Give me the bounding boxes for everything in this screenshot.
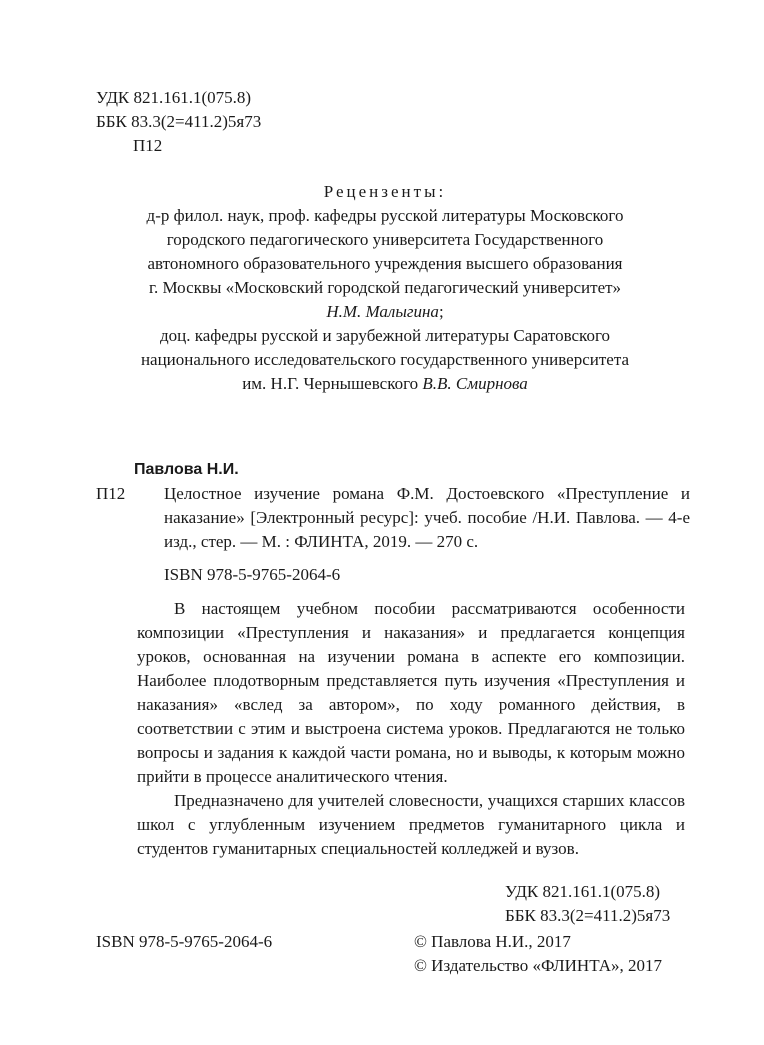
copyrights [414, 930, 662, 978]
footer-udk: УДК 821.161.1(075.8) [505, 882, 661, 901]
reviewers-block [80, 180, 690, 396]
reviewer2-line: национального исследовательского государственного университета [140, 350, 630, 369]
reviewer2-name: В.В. Смирнова [422, 374, 528, 393]
reviewer1-line: д-р филол. наук, проф. кафедры русской литературы Московского [146, 206, 624, 225]
reviewer2-name-line [80, 372, 690, 396]
reviewer2-line: доц. кафедры русской и зарубежной литературы Саратовского [159, 326, 611, 345]
reviewer1-name-line [80, 300, 690, 324]
classification-codes [96, 86, 261, 158]
footer-isbn: ISBN 978-5-9765-2064-6 [96, 932, 273, 951]
entry-isbn: ISBN 978-5-9765-2064-6 [164, 565, 341, 584]
abstract-paragraph: В настоящем учебном пособии рассматриваются особенности композиции «Преступления и наказания» и предлагается концепция уроков, основанная на изучении романа в аспекте его композиции. Наиболее плодотворным представляется путь изучения «Преступления и наказания» «вслед за автором», по ходу романного действия, в соответствии с этим и выстроена система уроков. Предлагаются не только вопросы и задания к каждой части романа, но и выводы, к которым можно прийти в процессе аналитического чтения. [137, 599, 685, 786]
reviewer1-line: городского педагогического университета Государственного [166, 230, 604, 249]
entry-author-mark: П12 [96, 484, 126, 503]
udk-code: УДК 821.161.1(075.8) [96, 88, 252, 107]
reviewer1-separator: ; [438, 302, 444, 321]
reviewer1-line: автономного образовательного учреждения высшего образования [147, 254, 623, 273]
reviewer1-line: г. Москвы «Московский городской педагогический университет» [148, 278, 622, 297]
entry-description: Целостное изучение романа Ф.М. Достоевского «Преступление и наказание» [Электронный ресурс]: учеб. пособие /Н.И. Павлова. — 4-е изд., стер. — М. : ФЛИНТА, 2019. — 270 с. [164, 484, 690, 551]
entry-author: Павлова Н.И. [134, 461, 239, 478]
bibliographic-entry [96, 458, 690, 587]
footer-codes [505, 880, 670, 928]
abstract [137, 597, 685, 861]
reviewer2-prefix: им. Н.Г. Чернышевского [242, 374, 423, 393]
author-mark: П12 [133, 136, 163, 155]
reviewer1-name: Н.М. Малыгина [326, 302, 439, 321]
abstract-paragraph: Предназначено для учителей словесности, учащихся старших классов школ с углубленным изучением предметов гуманитарного цикла и студентов гуманитарных специальностей колледжей и вузов. [137, 791, 685, 858]
entry-description-block [96, 482, 690, 554]
copyright-author: © Павлова Н.И., 2017 [414, 932, 571, 951]
reviewers-heading: Рецензенты: [323, 182, 447, 201]
bbk-code: ББК 83.3(2=411.2)5я73 [96, 112, 262, 131]
copyright-publisher: © Издательство «ФЛИНТА», 2017 [414, 956, 663, 975]
footer-bbk: ББК 83.3(2=411.2)5я73 [505, 906, 671, 925]
